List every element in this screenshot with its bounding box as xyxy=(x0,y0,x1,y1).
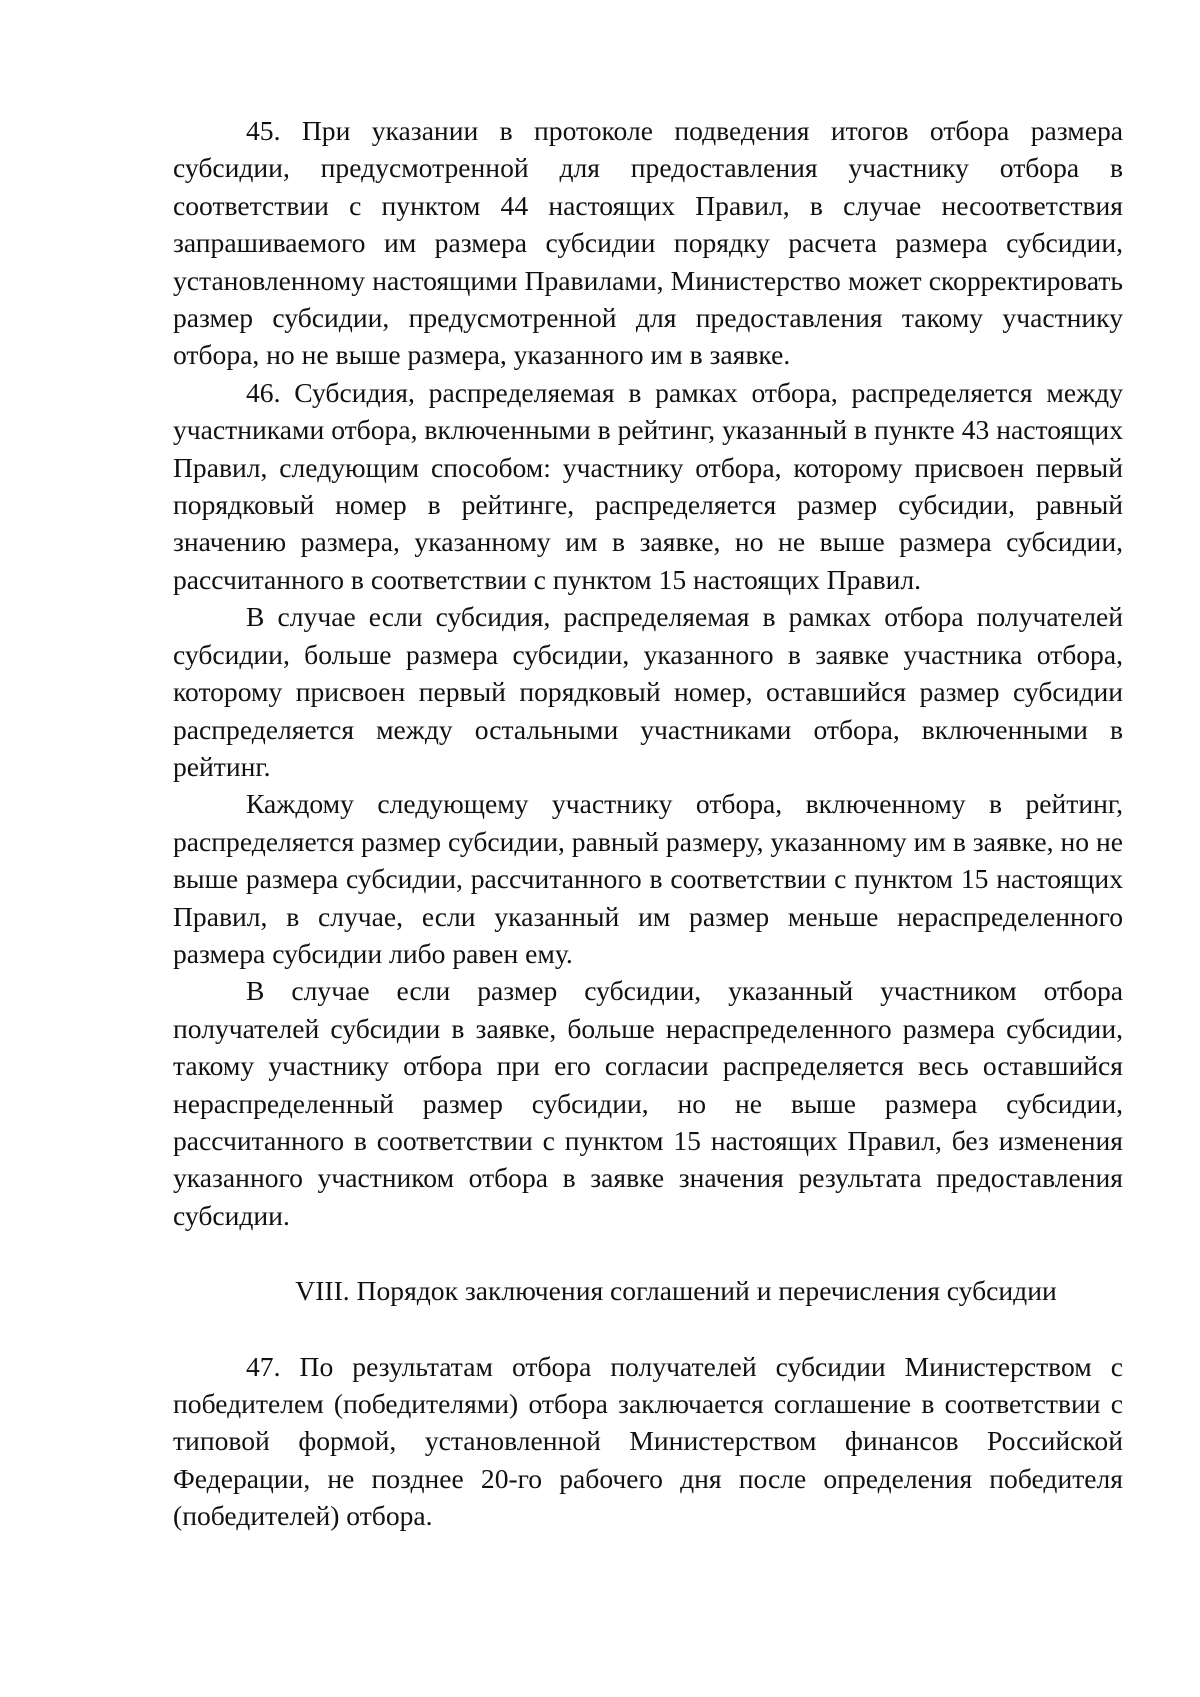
paragraph-47: 47. По результатам отбора получателей субсидии Министерством с победителем (победителями) отбора заключается соглашение в соответствии с типовой формой, установленной Министерством финансов Российской Федерации, не позднее 20-го рабочего дня после определения победителя (победителей) отбора. xyxy=(173,1350,1123,1532)
paragraph-45: 45. При указании в протоколе подведения итогов отбора размера субсидии, предусмотренной для предоставления участнику отбора в соответствии с пунктом 44 настоящих Правил, в случае несоответствия запрашиваемого им размера субсидии порядку расчета размера субсидии, установленному настоящими Правилами, Министерство может скорректировать размер субсидии, предусмотренной для предоставления такому участнику отбора, но не выше размера, указанного им в заявке. xyxy=(173,115,1123,371)
paragraph-46-remainder: В случае если субсидия, распределяемая в рамках отбора получателей субсидии, больше размера субсидии, указанного в заявке участника отбора, которому присвоен первый порядковый номер, оставшийся размер субсидии распределяется между остальными участниками отбора, включенными в рейтинг. xyxy=(173,601,1123,782)
document-page xyxy=(173,112,1123,1535)
paragraph-46-excess: В случае если размер субсидии, указанный участником отбора получателей субсидии в заявке, больше нераспределенного размера субсидии, такому участнику отбора при его согласии распределяется весь оставшийся нераспределенный размер субсидии, но не выше размера субсидии, рассчитанного в соответствии с пунктом 15 настоящих Правил, без изменения указанного участником отбора в заявке значения результата предоставления субсидии. xyxy=(173,975,1123,1231)
section-heading: VIII. Порядок заключения соглашений и перечисления субсидии xyxy=(295,1275,1057,1307)
paragraph-46-next-participant: Каждому следующему участнику отбора, включенному в рейтинг, распределяется размер субсидии, равный размеру, указанному им в заявке, но не выше размера субсидии, рассчитанного в соответствии с пунктом 15 настоящих Правил, в случае, если указанный им размер меньше нераспределенного размера субсидии либо равен ему. xyxy=(173,788,1123,969)
paragraph-46: 46. Субсидия, распределяемая в рамках отбора, распределяется между участниками отбора, включенными в рейтинг, указанный в пункте 43 настоящих Правил, следующим способом: участнику отбора, которому присвоен первый порядковый номер в рейтинге, распределяется размер субсидии, равный значению размера, указанному им в заявке, но не выше размера субсидии, рассчитанного в соответствии с пунктом 15 настоящих Правил. xyxy=(173,376,1123,595)
